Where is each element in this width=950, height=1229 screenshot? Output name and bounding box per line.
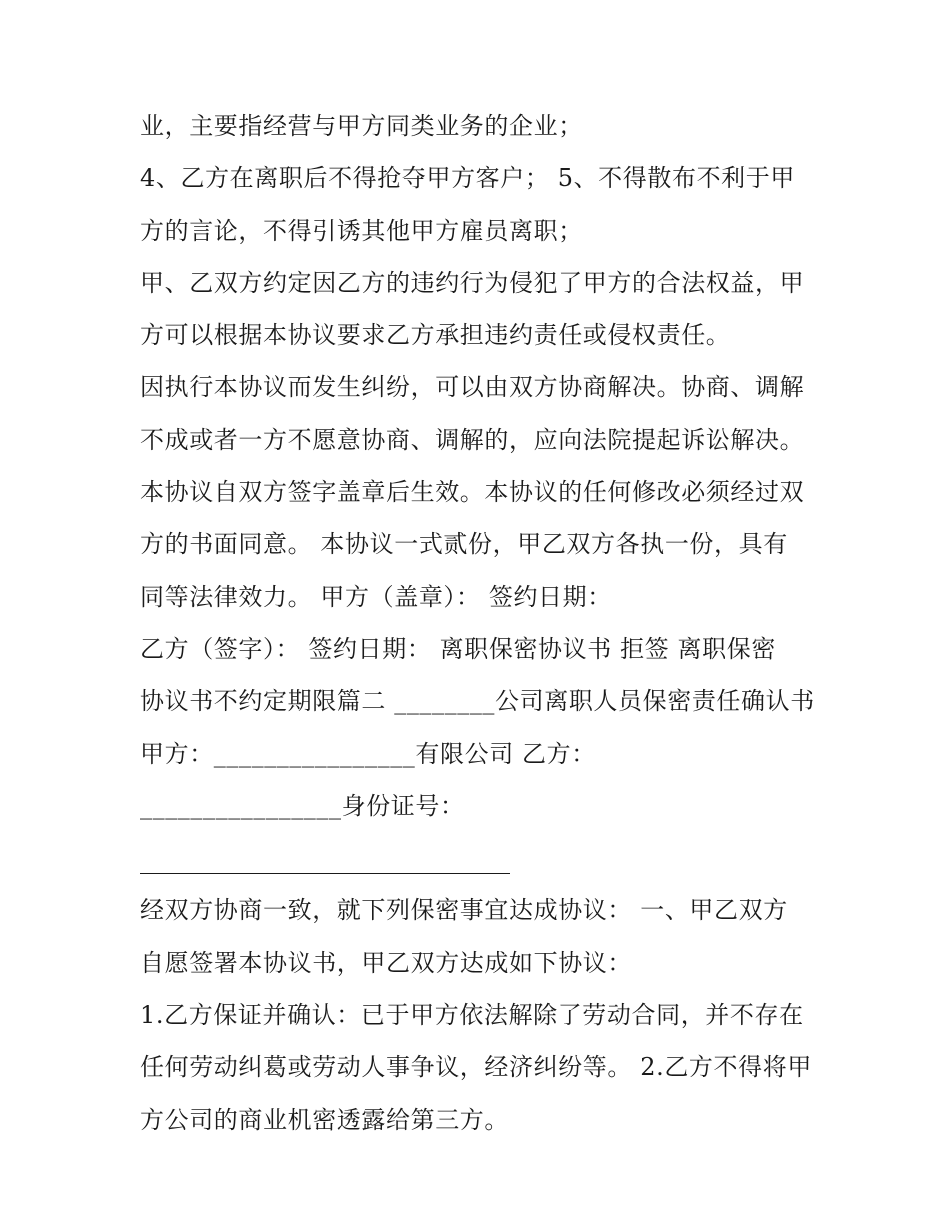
text-line: 业，主要指经营与甲方同类业务的企业；	[140, 112, 583, 140]
text-line: 4、乙方在离职后不得抢夺甲方客户； 5、不得散布不利于甲	[140, 164, 795, 193]
text-line: 方公司的商业机密透露给第三方。	[140, 1105, 509, 1134]
blank-line-row	[140, 832, 820, 884]
text-line: 方的书面同意。 本协议一式贰份，甲乙双方各执一份，具有	[140, 530, 788, 559]
text-line: 因执行本协议而发生纠纷，可以由双方协商解决。协商、调解	[140, 373, 805, 402]
text-line: 任何劳动纠葛或劳动人事争议，经济纠纷等。 2.乙方不得将甲	[140, 1053, 812, 1082]
text-line: 同等法律效力。 甲方（盖章）： 签约日期：	[140, 582, 612, 611]
text-line: 方的言论，不得引诱其他甲方雇员离职；	[140, 216, 583, 245]
text-line: 甲方：________________有限公司 乙方：	[140, 739, 596, 768]
text-line: 甲、乙双方约定因乙方的违约行为侵犯了甲方的合法权益，甲	[140, 268, 805, 297]
text-line: 经双方协商一致，就下列保密事宜达成协议： 一、甲乙双方	[140, 896, 788, 925]
text-line: ________________身份证号：	[140, 791, 465, 820]
text-line: 协议书不约定期限篇二 ________公司离职人员保密责任确认书	[140, 687, 815, 716]
text-line: 1.乙方保证并确认：已于甲方依法解除了劳动合同，并不存在	[140, 1001, 804, 1030]
text-line: 不成或者一方不愿意协商、调解的，应向法院提起诉讼解决。	[140, 425, 805, 454]
text-line: 自愿签署本协议书，甲乙双方达成如下协议：	[140, 948, 632, 977]
document-page	[140, 100, 820, 1146]
text-line: 乙方（签字）： 签约日期： 离职保密协议书 拒签 离职保密	[140, 634, 776, 663]
blank-underline	[140, 849, 510, 874]
text-line: 方可以根据本协议要求乙方承担违约责任或侵权责任。	[140, 321, 731, 350]
text-line: 本协议自双方签字盖章后生效。本协议的任何修改必须经过双	[140, 478, 805, 507]
